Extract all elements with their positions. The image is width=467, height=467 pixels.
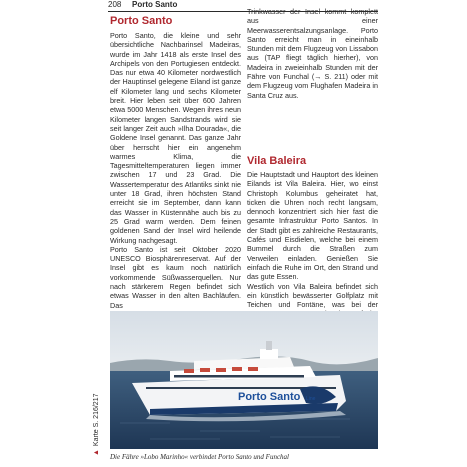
map-reference-text: Karte S. 216/217 [93, 393, 100, 447]
paragraph: Porto Santo ist seit Oktober 2020 UNESCO Biosphärenreservat. Auf der Insel gibt es kaum noch natürlich vorkommende Süßwasserquellen. Nur nach stärkerem Regen befindet sich etwas Wasser in den alten Bachläufen. Das [110, 244, 241, 310]
ship-subtitle: Line [306, 396, 316, 402]
ferry-photo [110, 311, 378, 449]
body-column-right-top [247, 7, 378, 107]
ship-name: Porto Santo [238, 391, 301, 403]
paragraph: Die Hauptstadt und Hauptort des kleinen Eilands ist Vila Baleira. Hier, wo einst Christoph Kolumbus geheiratet hat, ticken die Uhren noch recht langsam, dennoch konzentriert sich hier fast die gesamte Infrastruktur Porto Santos. In der Stadt gibt es zahlreiche Restaurants, Cafés und Eisdielen, welche bei einem Bummel durch die Straßen zum Verweilen einladen. Genießen Sie einfach die Ruhe im Ort, den Strand und das gute Essen. [247, 170, 378, 282]
paragraph: Westlich von Vila Baleira befindet sich ein künstlich bewässerter Golfplatz mit Teichen und Fontäne, was bei der [247, 281, 378, 310]
paragraph: Trinkwasser der Insel kommt komplett aus einer Meerwasserentsalzungsanlage. Porto Santo erreicht man in eineinhalb Stunden mit dem Flugzeug von Lissabon aus (TAP fliegt täglich hierher), von Madeira in zweieinhalb Stunden mit der Fähre von Funchal (→ S. 211) oder mit dem Flugzeug vom Flughafen Madeira in Santa Cruz aus. [247, 7, 378, 100]
running-header-title: Porto Santo [132, 0, 178, 9]
ferry-illustration [110, 311, 378, 449]
paragraph: Porto Santo, die kleine und sehr übersichtliche Nachbarinsel Madeiras, wurde im Jahr 1418 als erste Insel des Archipels von den Portugiesen entdeckt. Das nur etwa 40 Kilometer nordwestlich der Hauptinsel gelegene Eiland ist ganze elf Kilometer lang und sechs Kilometer breit. Hier leben seit über 600 Jahren etwa 5000 Menschen. Wegen ihres neun Kilometer langen Sandstrands wird sie seit langer Zeit auch »Ilha Dourada«, die Goldene Insel genannt. Das ganze Jahr über herrscht hier ein angenehm warmes Klima, die Tagesmitteltemperaturen liegen immer zwischen 17 und 23 Grad. Die Wassertemperatur des Atlantiks sinkt nie unter 18 Grad, ihren höchsten Stand erreicht sie im September, dann kann das Wasser in Küstennähe auch bis zu 25 Grad warm werden. Dem feinen goldenen Sand der Insel wird heilende Wirkung nachgesagt. [110, 31, 241, 245]
body-column-right-bottom [247, 170, 378, 310]
photo-caption: Die Fähre »Lobo Marinho« verbindet Porto Santo und Funchal [110, 453, 289, 461]
body-column-left [110, 31, 241, 310]
section-title-porto-santo: Porto Santo [110, 15, 173, 27]
page-number: 208 [108, 0, 122, 9]
map-reference [92, 394, 101, 456]
section-title-vila-baleira: Vila Baleira [247, 155, 307, 167]
triangle-icon: ▲ [93, 449, 100, 456]
